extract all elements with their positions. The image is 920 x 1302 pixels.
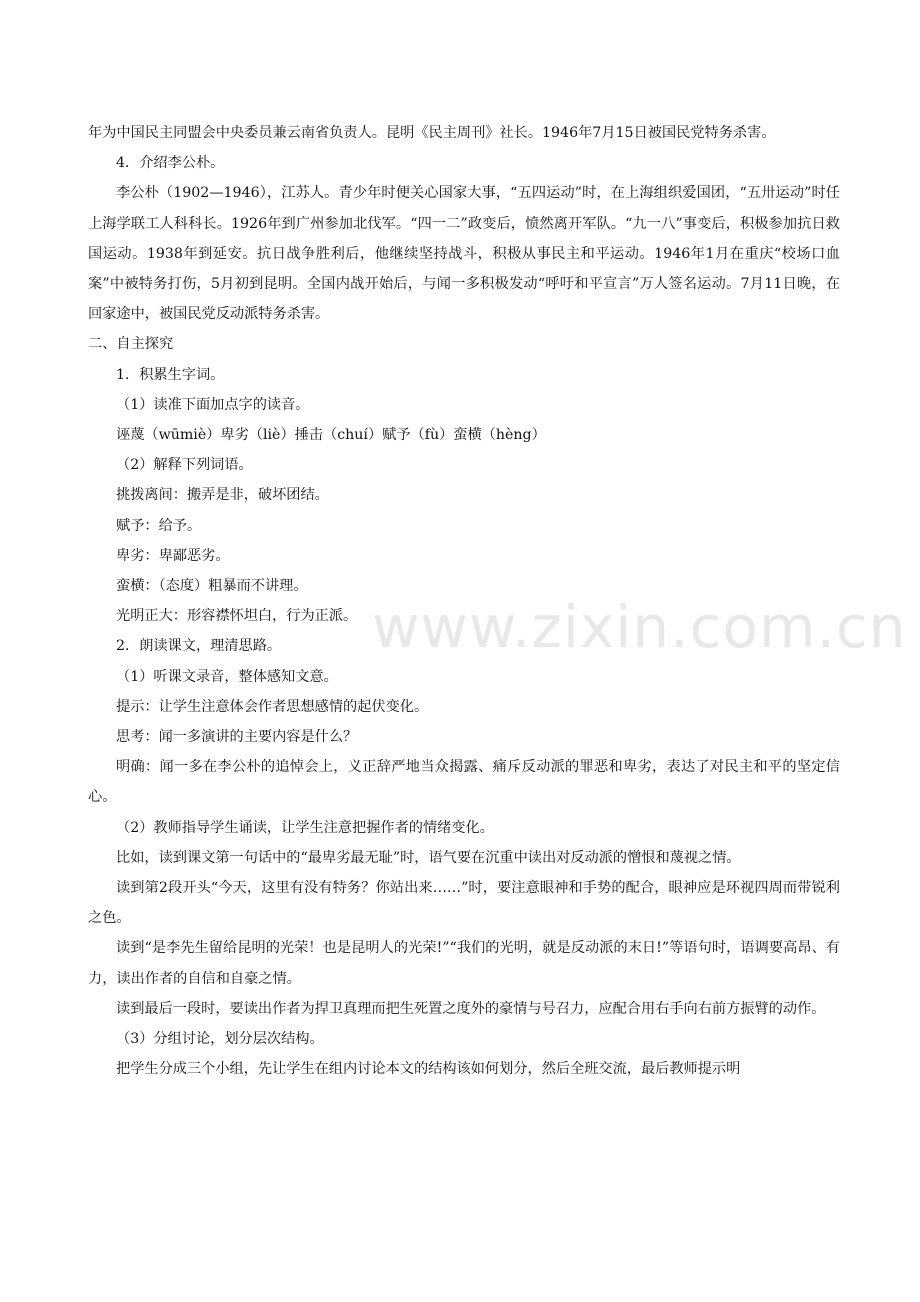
paragraph: （2）教师指导学生诵读，让学生注意把握作者的情绪变化。 [116, 819, 494, 836]
paragraph: 卑劣：卑鄙恶劣。 [116, 547, 230, 564]
section-heading: 二、自主探究 [88, 336, 174, 353]
paragraph: 比如，读到课文第一句话中的“最卑劣最无耻”时，语气要在沉重中读出对反动派的憎恨和蔑视之情。 [116, 849, 741, 866]
paragraph: 李公朴（1902—1946），江苏人。青少年时便关心国家大事，“五四运动”时，在上海组织爱国团，“五卅运动”时任上海学联工人科科长。1926年到广州参加北伐军。“四一二”政变后，愤然离开军队。“九一八”事变后，积极参加抗日救国运动。1938年到延安。抗日战争胜利后，他继续坚持战斗，积极从事民主和平运动。1946年1月在重庆“校场口血案”中被特务打伤，5月初到昆明。全国内战开始后，与闻一多积极发动“呼吁和平宣言”万人签名运动。7月11日晚，在回家途中，被国民党反动派特务杀害。 [88, 185, 840, 323]
paragraph: 提示：让学生注意体会作者思想感情的起伏变化。 [116, 698, 429, 715]
paragraph: （1）听课文录音，整体感知文意。 [116, 668, 338, 685]
paragraph: 年为中国民主同盟会中央委员兼云南省负责人。昆明《民主周刊》社长。1946年7月15日被国民党特务杀害。 [88, 125, 776, 141]
paragraph: （3）分组讨论，划分层次结构。 [116, 1031, 324, 1048]
paragraph: 读到“是李先生留给昆明的光荣！也是昆明人的光荣!”“我们的光明，就是反动派的末日!”等语句时，语调要高昂、有力，读出作者的自信和自豪之情。 [88, 940, 840, 987]
document-body [88, 118, 840, 1085]
paragraph: 4．介绍李公朴。 [116, 155, 225, 172]
watermark: www.zixin.com.cn [372, 593, 907, 661]
paragraph: 蛮横：（态度）粗暴而不讲理。 [116, 578, 308, 595]
paragraph: 把学生分成三个小组，先让学生在组内讨论本文的结构该如何划分，然后全班交流，最后教师提示明 [116, 1061, 741, 1078]
paragraph: （2）解释下列词语。 [116, 457, 253, 474]
paragraph: 读到第2段开头“今天，这里有没有特务？你站出来……”时，要注意眼神和手势的配合，眼神应是环视四周而带锐利之色。 [88, 880, 840, 927]
paragraph: 1．积累生字词。 [116, 366, 225, 383]
paragraph: 挑拨离间：搬弄是非，破坏团结。 [116, 487, 329, 504]
paragraph: 诬蔑（wūmiè）卑劣（liè）捶击（chuí）赋予（fù）蛮横（hèng） [116, 427, 546, 444]
paragraph: （1）读准下面加点字的读音。 [116, 396, 310, 413]
paragraph: 2．朗读课文，理清思路。 [116, 638, 282, 655]
paragraph: 思考：闻一多演讲的主要内容是什么？ [116, 729, 358, 746]
paragraph: 赋予：给予。 [116, 517, 202, 534]
paragraph: 光明正大：形容襟怀坦白，行为正派。 [116, 608, 358, 625]
paragraph: 读到最后一段时，要读出作者为捍卫真理而把生死置之度外的豪情与号召力，应配合用右手向右前方振臂的动作。 [116, 1000, 826, 1017]
paragraph: 明确：闻一多在李公朴的追悼会上，义正辞严地当众揭露、痛斥反动派的罪恶和卑劣，表达了对民主和平的坚定信心。 [88, 759, 840, 806]
